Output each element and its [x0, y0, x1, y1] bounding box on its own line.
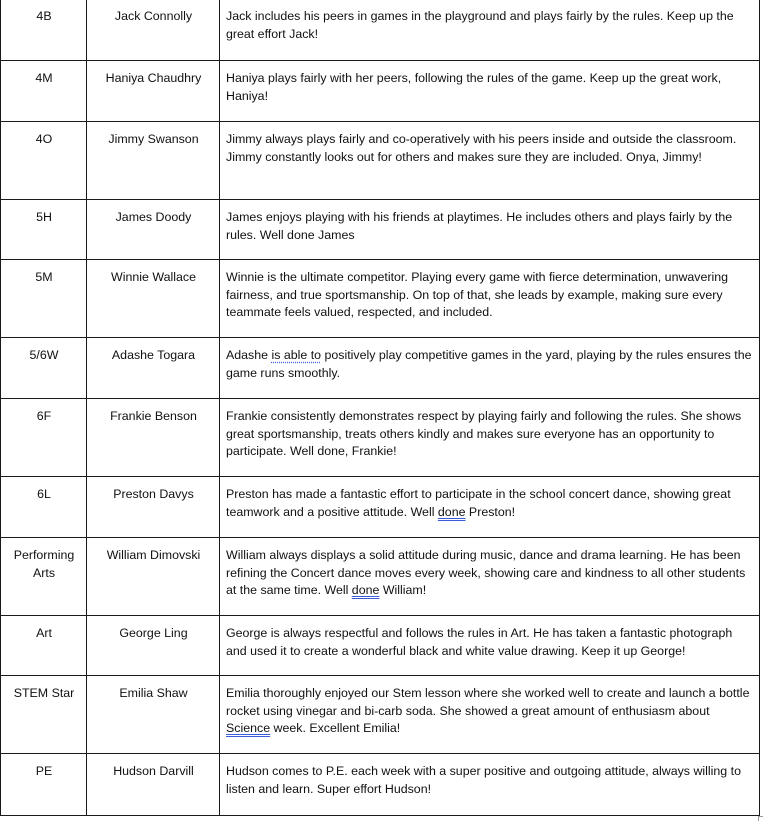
description-text: William always displays a solid attitude during music, dance and drama learning. He has been refining the Concert dance moves every week, showing care and kindness to all other students at the same time. Well: [226, 548, 746, 598]
student-name-cell: William Dimovski: [87, 538, 220, 616]
table-row: [1, 754, 760, 816]
grammar-flagged-text: done: [437, 504, 466, 519]
student-name-cell: Hudson Darvill: [87, 754, 220, 816]
student-name-cell: James Doody: [87, 200, 220, 260]
page-corner-mark: [758, 816, 763, 821]
class-cell: 5M: [1, 260, 87, 338]
student-name-cell: Jack Connolly: [87, 0, 220, 61]
table-row: [1, 0, 760, 61]
student-name-cell: Emilia Shaw: [87, 676, 220, 754]
student-name-cell: Frankie Benson: [87, 399, 220, 477]
award-description-cell: Frankie consistently demonstrates respect by playing fairly and following the rules. She shows great sportsmanship, treats others kindly and makes sure everyone has an opportunity to participate. Well done, Frankie!: [220, 399, 760, 477]
award-description-cell: Winnie is the ultimate competitor. Playing every game with fierce determination, unwavering fairness, and true sportsmanship. On top of that, she leads by example, making sure every teammate feels valued, respected, and included.: [220, 260, 760, 338]
student-name-cell: Preston Davys: [87, 477, 220, 538]
award-description-cell: [220, 477, 760, 538]
student-name-cell: Haniya Chaudhry: [87, 61, 220, 122]
award-description-cell: Haniya plays fairly with her peers, following the rules of the game. Keep up the great work, Haniya!: [220, 61, 760, 122]
table-row: [1, 61, 760, 122]
table-row: [1, 399, 760, 477]
class-cell: 6L: [1, 477, 87, 538]
description-text: Preston!: [465, 504, 516, 519]
class-cell: STEM Star: [1, 676, 87, 754]
award-description-cell: [220, 338, 760, 399]
student-name-cell: Jimmy Swanson: [87, 122, 220, 200]
award-description-cell: Jimmy always plays fairly and co-operatively with his peers inside and outside the classroom. Jimmy constantly looks out for others and makes sure they are included. Onya, Jimmy!: [220, 122, 760, 200]
award-description-cell: Jack includes his peers in games in the playground and plays fairly by the rules. Keep up the great effort Jack!: [220, 0, 760, 61]
table-row: [1, 338, 760, 399]
description-text: positively play competitive games in the yard, playing by the rules ensures the game runs smoothly.: [226, 348, 752, 380]
class-cell: 6F: [1, 399, 87, 477]
description-text: Preston has made a fantastic effort to participate in the school concert dance, showing great teamwork and a positive attitude. Well: [226, 487, 731, 519]
student-name-cell: Winnie Wallace: [87, 260, 220, 338]
award-description-cell: James enjoys playing with his friends at playtimes. He includes others and plays fairly by the rules. Well done James: [220, 200, 760, 260]
description-text: week. Excellent Emilia!: [270, 721, 401, 736]
class-cell: 5H: [1, 200, 87, 260]
table-row: [1, 616, 760, 676]
table-row: [1, 477, 760, 538]
grammar-flagged-text: is able to: [271, 348, 322, 362]
class-cell: 5/6W: [1, 338, 87, 399]
class-cell: Performing Arts: [1, 538, 87, 616]
grammar-flagged-text: done: [351, 583, 380, 598]
student-name-cell: George Ling: [87, 616, 220, 676]
table-row: [1, 538, 760, 616]
award-description-cell: [220, 676, 760, 754]
class-cell: PE: [1, 754, 87, 816]
class-cell: 4O: [1, 122, 87, 200]
class-cell: 4B: [1, 0, 87, 61]
description-text: William!: [379, 583, 427, 598]
award-description-cell: Hudson comes to P.E. each week with a super positive and outgoing attitude, always willing to listen and learn. Super effort Hudson!: [220, 754, 760, 816]
class-cell: Art: [1, 616, 87, 676]
student-name-cell: Adashe Togara: [87, 338, 220, 399]
table-row: [1, 122, 760, 200]
grammar-flagged-text: Science: [226, 721, 271, 736]
award-description-cell: George is always respectful and follows the rules in Art. He has taken a fantastic photograph and used it to create a wonderful black and white value drawing. Keep it up George!: [220, 616, 760, 676]
table-row: [1, 676, 760, 754]
table-row: [1, 260, 760, 338]
description-text: Emilia thoroughly enjoyed our Stem lesson where she worked well to create and launch a bottle rocket using vinegar and bi-carb soda. She showed a great amount of enthusiasm about: [226, 686, 750, 718]
table-row: [1, 200, 760, 260]
award-description-cell: [220, 538, 760, 616]
class-cell: 4M: [1, 61, 87, 122]
description-text: Adashe: [226, 348, 272, 362]
